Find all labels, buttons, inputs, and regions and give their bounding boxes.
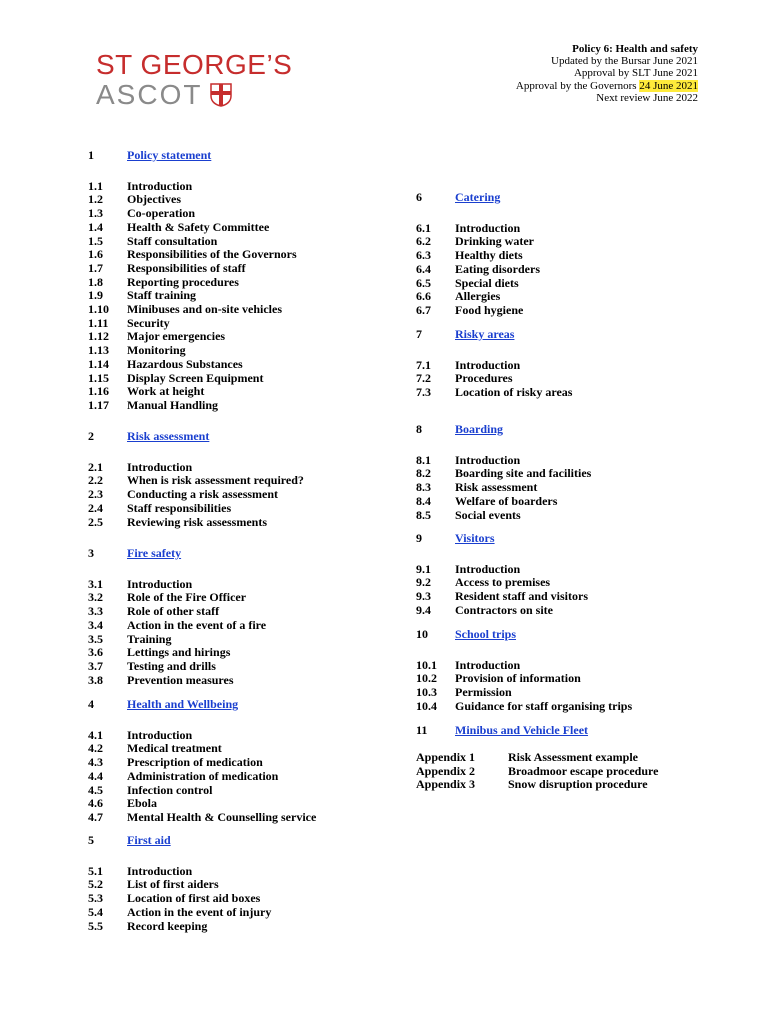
- policy-title: Policy 6: Health and safety: [572, 43, 698, 55]
- subsection-item: [88, 591, 266, 605]
- toc-section: [88, 698, 316, 825]
- section-heading: [416, 328, 572, 342]
- section-heading: [88, 698, 316, 712]
- subsection-label: Role of other staff: [127, 604, 220, 619]
- subsection-number: 10.3: [416, 685, 437, 700]
- next-review-note: Next review June 2022: [596, 91, 698, 104]
- section-heading: [416, 628, 632, 642]
- subsection-label: Prevention measures: [127, 672, 234, 687]
- subsection-number: 6.6: [416, 289, 431, 304]
- section-link[interactable]: Catering: [455, 190, 501, 204]
- subsection-label: Ebola: [127, 796, 158, 811]
- subsection-number: 3.3: [88, 604, 103, 619]
- subsection-number: 6.7: [416, 302, 431, 317]
- subsection-item: [88, 660, 266, 674]
- subsection-item: [416, 359, 572, 373]
- toc-section: [416, 328, 572, 400]
- toc-section: [88, 430, 304, 529]
- subsection-label: Prescription of medication: [127, 755, 263, 770]
- subsection-item: [88, 797, 316, 811]
- subsection-label: Introduction: [127, 459, 193, 474]
- subsection-item: [88, 221, 297, 235]
- subsection-number: 10.2: [416, 671, 437, 686]
- section-number: 8: [416, 422, 422, 436]
- subsection-list: [88, 461, 304, 530]
- subsection-item: [88, 372, 297, 386]
- subsection-item: [88, 865, 271, 879]
- subsection-number: 8.1: [416, 452, 431, 467]
- subsection-label: Healthy diets: [455, 248, 523, 263]
- subsection-label: Social events: [455, 507, 521, 522]
- subsection-label: Record keeping: [127, 918, 208, 933]
- subsection-label: Role of the Fire Officer: [127, 590, 247, 605]
- subsection-list: [88, 865, 271, 934]
- subsection-label: Testing and drills: [127, 658, 216, 673]
- subsection-item: [416, 454, 591, 468]
- subsection-item: [416, 222, 540, 236]
- subsection-label: Access to premises: [455, 575, 551, 590]
- subsection-label: Provision of information: [455, 671, 581, 686]
- section-heading: [416, 191, 540, 205]
- section-number: 1: [88, 148, 94, 162]
- subsection-label: Major emergencies: [127, 329, 226, 344]
- subsection-number: 9.3: [416, 589, 431, 604]
- subsection-item: [88, 207, 297, 221]
- subsection-label: Manual Handling: [127, 397, 219, 412]
- subsection-item: [416, 386, 572, 400]
- subsection-number: 4.6: [88, 796, 103, 811]
- toc-section: [416, 423, 591, 522]
- subsection-number: 1.4: [88, 219, 103, 234]
- subsection-label: Hazardous Substances: [127, 356, 243, 371]
- section-link[interactable]: Visitors: [455, 531, 495, 545]
- governors-approval-date: 24 June 2021: [639, 79, 698, 92]
- subsection-list: [416, 659, 632, 714]
- section-heading: [88, 547, 266, 561]
- subsection-number: 4.2: [88, 741, 103, 756]
- subsection-label: Procedures: [455, 371, 513, 386]
- logo-name-line1: ST GEORGE’S: [96, 49, 293, 80]
- subsection-label: Security: [127, 315, 170, 330]
- subsection-label: When is risk assessment required?: [127, 473, 304, 488]
- subsection-item: [88, 920, 271, 934]
- subsection-item: [88, 646, 266, 660]
- subsection-label: Introduction: [127, 727, 193, 742]
- subsection-label: Minibuses and on-site vehicles: [127, 302, 283, 317]
- subsection-label: Display Screen Equipment: [127, 370, 264, 385]
- subsection-number: 10.4: [416, 698, 437, 713]
- section-link[interactable]: First aid: [127, 833, 171, 847]
- subsection-label: Contractors on site: [455, 602, 553, 617]
- subsection-item: [88, 605, 266, 619]
- subsection-item: [88, 756, 316, 770]
- subsection-label: Allergies: [455, 289, 501, 304]
- subsection-number: 4.7: [88, 809, 103, 824]
- policy-metadata: [516, 43, 698, 104]
- subsection-item: [88, 784, 316, 798]
- subsection-label: Drinking water: [455, 234, 534, 249]
- subsection-label: Location of first aid boxes: [127, 891, 261, 906]
- subsection-label: Location of risky areas: [455, 385, 573, 400]
- subsection-number: 9.4: [416, 602, 431, 617]
- subsection-item: [88, 674, 266, 688]
- subsection-label: Introduction: [455, 357, 521, 372]
- subsection-label: Staff responsibilities: [127, 500, 232, 515]
- subsection-label: Responsibilities of the Governors: [127, 247, 297, 262]
- subsection-label: Introduction: [127, 576, 193, 591]
- subsection-label: Special diets: [455, 275, 519, 290]
- subsection-item: [88, 276, 297, 290]
- subsection-item: [88, 461, 304, 475]
- toc-section: [88, 547, 266, 687]
- subsection-list: [416, 359, 572, 400]
- subsection-number: 3.8: [88, 672, 103, 687]
- appendix-row: [416, 751, 658, 765]
- subsection-label: Objectives: [127, 192, 181, 207]
- appendix-title: Broadmoor escape procedure: [508, 763, 659, 778]
- subsection-item: [416, 509, 591, 523]
- subsection-number: 1.12: [88, 329, 109, 344]
- subsection-item: [416, 659, 632, 673]
- subsection-label: Introduction: [127, 863, 193, 878]
- subsection-item: [416, 235, 540, 249]
- subsection-number: 8.3: [416, 480, 431, 495]
- subsection-item: [88, 578, 266, 592]
- appendix-title: Snow disruption procedure: [508, 777, 648, 792]
- subsection-item: [416, 372, 572, 386]
- section-link[interactable]: Health and Wellbeing: [127, 697, 239, 711]
- section-number: 2: [88, 429, 94, 443]
- subsection-number: 3.5: [88, 631, 103, 646]
- subsection-label: Boarding site and facilities: [455, 466, 592, 481]
- subsection-number: 1.2: [88, 192, 103, 207]
- section-link[interactable]: Fire safety: [127, 546, 182, 560]
- subsection-label: Work at height: [127, 384, 205, 399]
- subsection-item: [416, 604, 588, 618]
- subsection-number: 2.3: [88, 487, 103, 502]
- subsection-number: 5.5: [88, 918, 103, 933]
- appendix-list: [416, 751, 658, 792]
- subsection-number: 1.7: [88, 260, 103, 275]
- toc-section: [416, 724, 588, 738]
- subsection-label: Action in the event of injury: [127, 904, 272, 919]
- subsection-number: 1.17: [88, 397, 109, 412]
- subsection-number: 5.4: [88, 904, 103, 919]
- section-link[interactable]: School trips: [455, 627, 517, 641]
- subsection-label: Training: [127, 631, 172, 646]
- subsection-number: 3.7: [88, 658, 103, 673]
- subsection-item: [416, 672, 632, 686]
- section-heading: [416, 724, 588, 738]
- subsection-label: Reviewing risk assessments: [127, 514, 267, 529]
- subsection-item: [88, 742, 316, 756]
- subsection-label: Introduction: [455, 220, 521, 235]
- subsection-item: [88, 474, 304, 488]
- subsection-number: 4.3: [88, 755, 103, 770]
- subsection-number: 6.1: [416, 220, 431, 235]
- subsection-number: 7.1: [416, 357, 431, 372]
- subsection-item: [88, 193, 297, 207]
- section-number: 5: [88, 833, 94, 847]
- subsection-label: Staff training: [127, 288, 196, 303]
- subsection-number: 3.1: [88, 576, 103, 591]
- subsection-item: [88, 502, 304, 516]
- subsection-number: 1.16: [88, 384, 109, 399]
- subsection-label: Food hygiene: [455, 302, 524, 317]
- subsection-item: [88, 248, 297, 262]
- subsection-number: 4.5: [88, 782, 103, 797]
- toc-section: [416, 628, 632, 714]
- subsection-number: 5.2: [88, 877, 103, 892]
- subsection-label: Medical treatment: [127, 741, 222, 756]
- section-link[interactable]: Risk assessment: [127, 429, 210, 443]
- subsection-number: 1.13: [88, 343, 109, 358]
- subsection-number: 2.5: [88, 514, 103, 529]
- subsection-item: [88, 892, 271, 906]
- subsection-label: Conducting a risk assessment: [127, 487, 279, 502]
- subsection-item: [416, 481, 591, 495]
- subsection-number: 7.3: [416, 385, 431, 400]
- subsection-list: [88, 180, 297, 413]
- subsection-number: 6.4: [416, 261, 431, 276]
- subsection-number: 6.3: [416, 248, 431, 263]
- subsection-number: 1.6: [88, 247, 103, 262]
- subsection-item: [416, 495, 591, 509]
- subsection-item: [416, 249, 540, 263]
- subsection-item: [88, 619, 266, 633]
- subsection-item: [88, 180, 297, 194]
- toc-section: [88, 149, 297, 413]
- section-number: 4: [88, 697, 94, 711]
- section-heading: [416, 532, 588, 546]
- subsection-list: [416, 454, 591, 523]
- subsection-label: Lettings and hirings: [127, 645, 231, 660]
- section-heading: [88, 430, 304, 444]
- subsection-label: Resident staff and visitors: [455, 589, 589, 604]
- subsection-number: 5.3: [88, 891, 103, 906]
- subsection-item: [88, 633, 266, 647]
- toc-section: [416, 532, 588, 618]
- subsection-number: 4.4: [88, 768, 103, 783]
- subsection-item: [416, 576, 588, 590]
- appendix-label: Appendix 2: [416, 763, 476, 778]
- section-heading: [416, 423, 591, 437]
- subsection-number: 1.3: [88, 206, 103, 221]
- toc-section: [88, 834, 271, 933]
- governors-approval-note: Approval by the Governors 24 June 2021: [515, 79, 698, 92]
- subsection-item: [88, 770, 316, 784]
- section-number: 9: [416, 531, 422, 545]
- subsection-list: [416, 222, 540, 318]
- updated-note: Updated by the Bursar June 2021: [551, 55, 698, 68]
- subsection-item: [88, 729, 316, 743]
- subsection-label: Guidance for staff organising trips: [455, 698, 633, 713]
- subsection-number: 1.15: [88, 370, 109, 385]
- subsection-item: [416, 686, 632, 700]
- subsection-label: Administration of medication: [127, 768, 279, 783]
- subsection-item: [88, 317, 297, 331]
- subsection-item: [416, 290, 540, 304]
- section-link[interactable]: Boarding: [455, 422, 504, 436]
- subsection-number: 2.4: [88, 500, 103, 515]
- section-link[interactable]: Risky areas: [455, 327, 515, 341]
- subsection-number: 1.1: [88, 178, 103, 193]
- subsection-number: 2.1: [88, 459, 103, 474]
- subsection-number: 1.11: [88, 315, 109, 330]
- subsection-item: [88, 262, 297, 276]
- subsection-item: [416, 277, 540, 291]
- subsection-number: 9.2: [416, 575, 431, 590]
- subsection-number: 1.10: [88, 302, 109, 317]
- subsection-label: Introduction: [455, 452, 521, 467]
- subsection-number: 8.5: [416, 507, 431, 522]
- subsection-list: [416, 563, 588, 618]
- subsection-number: 1.5: [88, 233, 103, 248]
- subsection-number: 8.4: [416, 493, 431, 508]
- appendix-row: [416, 778, 658, 792]
- toc-section: [416, 191, 540, 318]
- subsection-item: [88, 385, 297, 399]
- subsection-label: Monitoring: [127, 343, 186, 358]
- section-link[interactable]: Policy statement: [127, 148, 212, 162]
- subsection-item: [88, 235, 297, 249]
- subsection-item: [416, 700, 632, 714]
- subsection-number: 1.14: [88, 356, 109, 371]
- subsection-number: 8.2: [416, 466, 431, 481]
- subsection-number: 10.1: [416, 657, 437, 672]
- subsection-label: Introduction: [455, 657, 521, 672]
- slt-approval-note: Approval by SLT June 2021: [573, 67, 698, 80]
- appendix-title: Risk Assessment example: [508, 750, 639, 764]
- subsection-label: Co-operation: [127, 206, 195, 221]
- logo-name-line2: ASCOT: [96, 79, 203, 110]
- subsection-number: 5.1: [88, 863, 103, 878]
- subsection-label: Risk assessment: [455, 480, 538, 495]
- section-number: 10: [416, 627, 428, 641]
- subsection-list: [88, 578, 266, 688]
- subsection-item: [88, 878, 271, 892]
- subsection-label: Responsibilities of staff: [127, 260, 246, 275]
- subsection-item: [416, 590, 588, 604]
- subsection-label: Introduction: [455, 561, 521, 576]
- subsection-label: Health & Safety Committee: [127, 219, 270, 234]
- subsection-item: [88, 399, 297, 413]
- subsection-list: [88, 729, 316, 825]
- subsection-number: 7.2: [416, 371, 431, 386]
- subsection-label: Welfare of boarders: [455, 493, 558, 508]
- subsection-item: [416, 563, 588, 577]
- subsection-item: [88, 516, 304, 530]
- section-number: 6: [416, 190, 422, 204]
- section-number: 3: [88, 546, 94, 560]
- subsection-label: Eating disorders: [455, 261, 541, 276]
- subsection-number: 1.8: [88, 274, 103, 289]
- subsection-label: Mental Health & Counselling service: [127, 809, 317, 824]
- subsection-item: [416, 467, 591, 481]
- subsection-number: 1.9: [88, 288, 103, 303]
- school-logo: [96, 50, 292, 110]
- subsection-number: 4.1: [88, 727, 103, 742]
- subsection-item: [88, 488, 304, 502]
- subsection-label: Infection control: [127, 782, 213, 797]
- section-number: 11: [416, 723, 428, 737]
- subsection-label: Reporting procedures: [127, 274, 239, 289]
- subsection-item: [88, 906, 271, 920]
- subsection-label: Introduction: [127, 178, 193, 193]
- subsection-item: [88, 289, 297, 303]
- subsection-item: [88, 303, 297, 317]
- appendix-row: [416, 765, 658, 779]
- cross-shield-icon: [210, 83, 232, 107]
- subsection-number: 2.2: [88, 473, 103, 488]
- section-heading: [88, 149, 297, 163]
- subsection-number: 3.4: [88, 617, 103, 632]
- section-heading: [88, 834, 271, 848]
- subsection-label: Permission: [455, 685, 512, 700]
- subsection-number: 9.1: [416, 561, 431, 576]
- appendix-label: Appendix 3: [416, 777, 476, 792]
- subsection-number: 6.2: [416, 234, 431, 249]
- subsection-label: Action in the event of a fire: [127, 617, 267, 632]
- subsection-label: Staff consultation: [127, 233, 218, 248]
- subsection-item: [88, 344, 297, 358]
- subsection-item: [416, 304, 540, 318]
- section-link[interactable]: Minibus and Vehicle Fleet: [455, 723, 589, 737]
- subsection-number: 6.5: [416, 275, 431, 290]
- section-number: 7: [416, 327, 422, 341]
- subsection-number: 3.2: [88, 590, 103, 605]
- subsection-number: 3.6: [88, 645, 103, 660]
- subsection-item: [88, 811, 316, 825]
- subsection-item: [88, 330, 297, 344]
- subsection-item: [416, 263, 540, 277]
- subsection-label: List of first aiders: [127, 877, 219, 892]
- subsection-item: [88, 358, 297, 372]
- appendix-label: Appendix 1: [416, 750, 476, 764]
